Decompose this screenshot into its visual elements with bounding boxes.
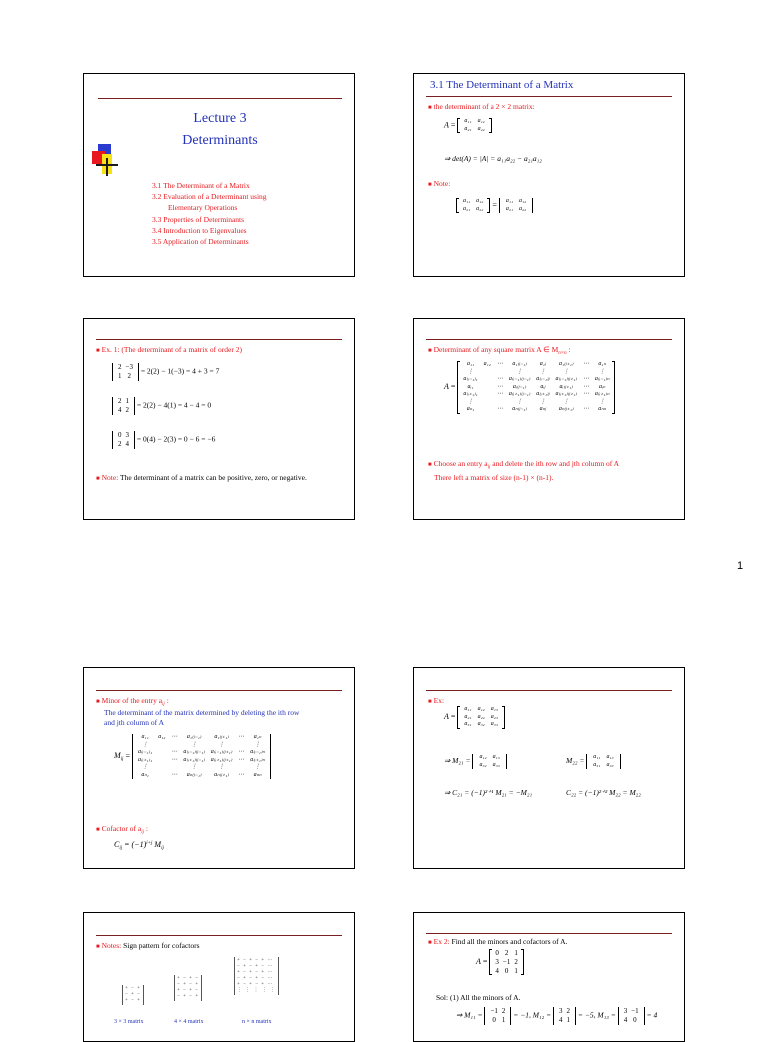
choose-entry-text: ■ Choose an entry $a_{ij}$ and delete the ith row and jth column of A bbox=[428, 459, 620, 470]
slide-4-square-matrix bbox=[413, 318, 685, 520]
title-divider bbox=[426, 96, 672, 97]
caption-nxn: n × n matrix bbox=[242, 1019, 272, 1025]
bullet-text: ■ the determinant of a 2 × 2 matrix: bbox=[428, 102, 535, 111]
sign-pattern-4x4: + − + − − + − + + − + − − + − + bbox=[174, 975, 202, 1001]
title-divider bbox=[426, 690, 672, 691]
title-divider bbox=[96, 339, 342, 340]
slide-title: 3.1 The Determinant of a Matrix bbox=[430, 79, 574, 91]
caption-3x3: 3 × 3 matrix bbox=[114, 1019, 144, 1025]
matrix-size-text: There left a matrix of size (n-1) × (n-1). bbox=[434, 473, 554, 482]
slide-2-determinant-definition bbox=[413, 73, 685, 277]
page-number: 1 bbox=[737, 560, 744, 572]
slide-5-minor-cofactor bbox=[83, 667, 355, 869]
title-divider bbox=[96, 935, 342, 936]
notes-line: ■ Notes: Sign pattern for cofactors bbox=[96, 941, 200, 950]
cofactor-label: ■ Cofactor of $a_{ij}$ : bbox=[96, 824, 148, 835]
note-label: ■ Note: bbox=[428, 179, 451, 188]
toc-item: 3.3 Properties of Determinants bbox=[152, 214, 245, 224]
det-formula: ⇒ det(A) = |A| = a₁₁a₂₂ − a₂₁a₁₂ bbox=[444, 154, 542, 163]
example-row-2: 2 1 4 2 = 2(2) − 4(1) = 4 − 4 = 0 bbox=[112, 397, 211, 415]
minor-m21: ⇒ M₂₁ = a₁₂ a₁₃ a₃₂ a₃₃ bbox=[444, 754, 507, 769]
matrix-2x2: A = a₁₁ a₁₂ a₂₁ a₂₂ bbox=[444, 118, 492, 133]
toc-item: 3.1 The Determinant of a Matrix bbox=[152, 181, 250, 190]
slide-1-title bbox=[83, 73, 355, 277]
title-divider bbox=[98, 98, 342, 99]
note-line: ■ Note: The determinant of a matrix can be positive, zero, or negative. bbox=[96, 473, 307, 482]
toc-item: Elementary Operations bbox=[168, 203, 238, 213]
table-of-contents bbox=[152, 180, 267, 247]
title-divider bbox=[426, 339, 672, 340]
minors-line: ⇒ M₁₁ = −1 2 0 1 = −1, M₁₂ = 3 2 4 1 = −5, M₁₃ = 3 −1 4 0 = 4 bbox=[456, 1007, 658, 1024]
toc-item: 3.2 Evaluation of a Determinant using bbox=[152, 192, 267, 202]
lecture-title: Lecture 3 bbox=[193, 111, 247, 126]
slide-3-example-1 bbox=[83, 318, 355, 520]
example-row-3: 0 3 2 4 = 0(4) − 2(3) = 0 − 6 = −6 bbox=[112, 431, 215, 449]
example-label: ■ Ex. 1: (The determinant of a matrix of order 2) bbox=[96, 345, 242, 354]
title-divider bbox=[426, 933, 672, 934]
minor-label: ■ Minor of the entry $a_{ij}$ : bbox=[96, 696, 169, 707]
lecture-subtitle: Determinants bbox=[182, 133, 258, 148]
example-label: ■ Ex 2: Find all the minors and cofactors of A. bbox=[428, 937, 568, 946]
solution-label: Sol: (1) All the minors of A. bbox=[436, 993, 521, 1002]
sign-pattern-nxn: + − + − + ⋯ − + − + − ⋯ + − + − + ⋯ − + − + − ⋯ + − + − + ⋯ ⋮ ⋮ ⋮ ⋮ ⋮ bbox=[234, 957, 279, 995]
minor-matrix: $M_{ij}$ = a₁₁ a₁₂ ⋯ a₁₍ⱼ₋₁₎ a₁₍ⱼ₊₁₎ ⋯ a₁ₙ ⋮ ⋮ ⋮ ⋮ a₍ᵢ₋₁₎₁ ⋯ a₍ᵢ₋₁₎₍ⱼ₋₁₎ a₍ᵢ₋₁₎₍ⱼ₊₁₎ ⋯ a₍ᵢ₋₁₎ₙ a₍ᵢ₊₁₎₁ ⋯ a₍ᵢ₊₁₎₍ⱼ₋₁₎ a₍ᵢ₊₁₎₍ⱼ₊₁₎ ⋯ a₍ᵢ₊₁₎ₙ ⋮ ⋮ ⋮ ⋮ aₙ₁ ⋯ aₙ₍ⱼ₋₁₎ aₙ₍ⱼ₊₁₎ ⋯ aₙₙ bbox=[114, 734, 271, 779]
example-label: ■ Ex: bbox=[428, 696, 445, 705]
note-equation: a₁₁ a₁₂ a₂₁ a₂₂ = a₁₁ a₁₂ a₂₁ a₂₂ bbox=[456, 198, 533, 213]
cofactor-formula: $C_{ij} = (-1)^{i+j}$ $M_{ij}$ bbox=[114, 840, 164, 851]
caption-4x4: 4 × 4 matrix bbox=[174, 1019, 204, 1025]
slide-6-example bbox=[413, 667, 685, 869]
general-matrix: A = a₁₁ a₁₂ ⋯ a₁₍ⱼ₋₁₎ a₁ⱼ a₁₍ⱼ₊₁₎ ⋯ a₁ₙ ⋮ ⋮ ⋮ ⋮ ⋮ a₍ᵢ₋₁₎₁ ⋯ a₍ᵢ₋₁₎₍ⱼ₋₁₎ a₍ᵢ₋₁₎ⱼ a₍ᵢ₋₁₎₍ⱼ₊₁₎ ⋯ a₍ᵢ₋₁₎ₙ aᵢ₁ ⋯ aᵢ₍ⱼ₋₁₎ aᵢⱼ aᵢ₍ⱼ₊₁₎ ⋯ aᵢₙ a₍ᵢ₊₁₎₁ ⋯ a₍ᵢ₊₁₎₍ⱼ₋₁₎ a₍ᵢ₊₁₎ⱼ a₍ᵢ₊₁₎₍ⱼ₊₁₎ ⋯ a₍ᵢ₊₁₎ₙ ⋮ ⋮ ⋮ ⋮ ⋮ aₙ₁ ⋯ aₙ₍ⱼ₋₁₎ aₙⱼ aₙ₍ⱼ₊₁₎ ⋯ aₙₙ bbox=[444, 361, 615, 414]
matrix-3x3: A = a₁₁ a₁₂ a₁₃ a₂₁ a₂₂ a₂₃ a₃₁ a₃₂ a₃₃ bbox=[444, 706, 505, 729]
minor-description: The determinant of the matrix determined by deleting the ith row and jth column of A bbox=[104, 708, 300, 727]
sign-pattern-3x3: + − + − + − + − + bbox=[122, 985, 144, 1005]
cofactor-c21: ⇒ C₂₁ = (−1)²⁺¹ M₂₁ = −M₂₁ bbox=[444, 788, 533, 797]
slide-7-sign-pattern bbox=[83, 912, 355, 1042]
example-matrix: A = 0 2 1 3 −1 2 4 0 1 bbox=[476, 949, 524, 975]
minor-m22: M₂₂ = a₁₁ a₁₃ a₃₁ a₃₃ bbox=[566, 754, 621, 769]
title-divider bbox=[96, 690, 342, 691]
bullet-text: ■ Determinant of any square matrix A ∈ $M_{n\times n}$ : bbox=[428, 345, 571, 356]
example-row-1: 2 −3 1 2 = 2(2) − 1(−3) = 4 + 3 = 7 bbox=[112, 363, 219, 381]
cofactor-c22: C₂₂ = (−1)²⁺² M₂₂ = M₂₂ bbox=[566, 788, 641, 797]
toc-item: 3.5 Application of Determinants bbox=[152, 237, 249, 247]
toc-item: 3.4 Introduction to Eigenvalues bbox=[152, 225, 247, 235]
slide-8-example-2 bbox=[413, 912, 685, 1042]
